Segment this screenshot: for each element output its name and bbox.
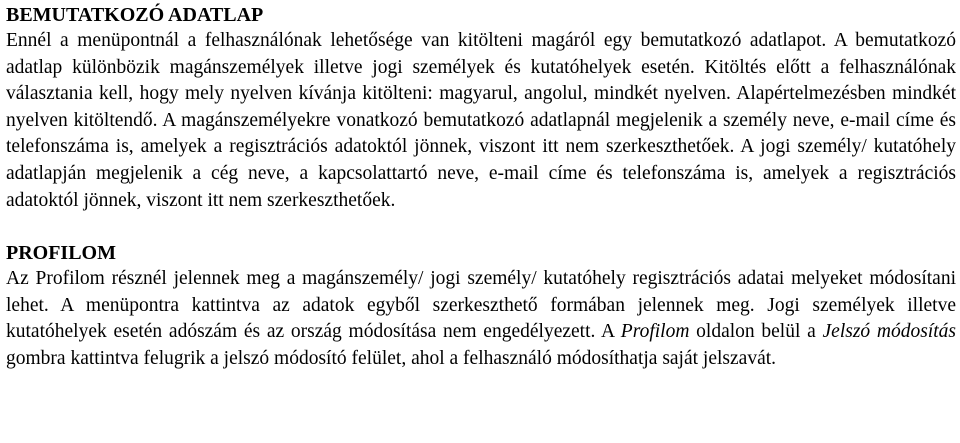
profilom-sentence-middle: oldalon belül a [689,321,823,343]
profilom-sentence-suffix: gombra kattintva felugrik a jelszó módosító felület, ahol a felhasználó módosíthatja saját jelszavát. [6,347,777,369]
section-spacer [6,214,956,240]
password-change-button-term: Jelszó módosítás [822,321,957,343]
section-bemutatkozo-adatlap [6,2,956,214]
profilom-page-term: Profilom [620,321,690,343]
section-profilom [6,240,956,372]
section-title-bemutatkozo-adatlap: BEMUTATKOZÓ ADATLAP [6,4,264,26]
profilom-paragraph [6,266,956,372]
profilom-sentence-prefix: A [601,321,621,343]
section-title-profilom: PROFILOM [6,242,116,265]
bemutatkozo-adatlap-paragraph: Ennél a menüpontnál a felhasználónak lehetősége van kitölteni magáról egy bemutatkozó adatlapot. A bemutatkozó adatlap különbözik magánszemélyek illetve jogi személyek és kutatóhelyek esetén. Kitöltés előtt a felhasználónak választania kell, hogy mely nyelven kívánja kitölteni: magyarul, angolul, mindkét nyelven. Alapértelmezésben mindkét nyelven kitöltendő. A magánszemélyekre vonatkozó bemutatkozó adatlapnál megjelenik a személy neve, e-mail címe és telefonszáma is, amelyek a regisztrációs adatoktól jönnek, viszont itt nem szerkeszthetőek. A jogi személy/ kutatóhely adatlapján megjelenik a cég neve, a kapcsolattartó neve, e-mail címe és telefonszáma is, amelyek a regisztrációs adatoktól jönnek, viszont itt nem szerkeszthetőek. [6,30,956,211]
profilom-paragraph-main: Az Profilom résznél jelennek meg a magánszemély/ jogi személy/ kutatóhely regisztrációs adatai melyeket módosítani lehet. A menüpontra kattintva az adatok egyből szerkeszthető formában jelennek meg. Jogi személyek illetve kutatóhelyek esetén adószám és az ország módosítása nem engedélyezett. [6,268,956,343]
